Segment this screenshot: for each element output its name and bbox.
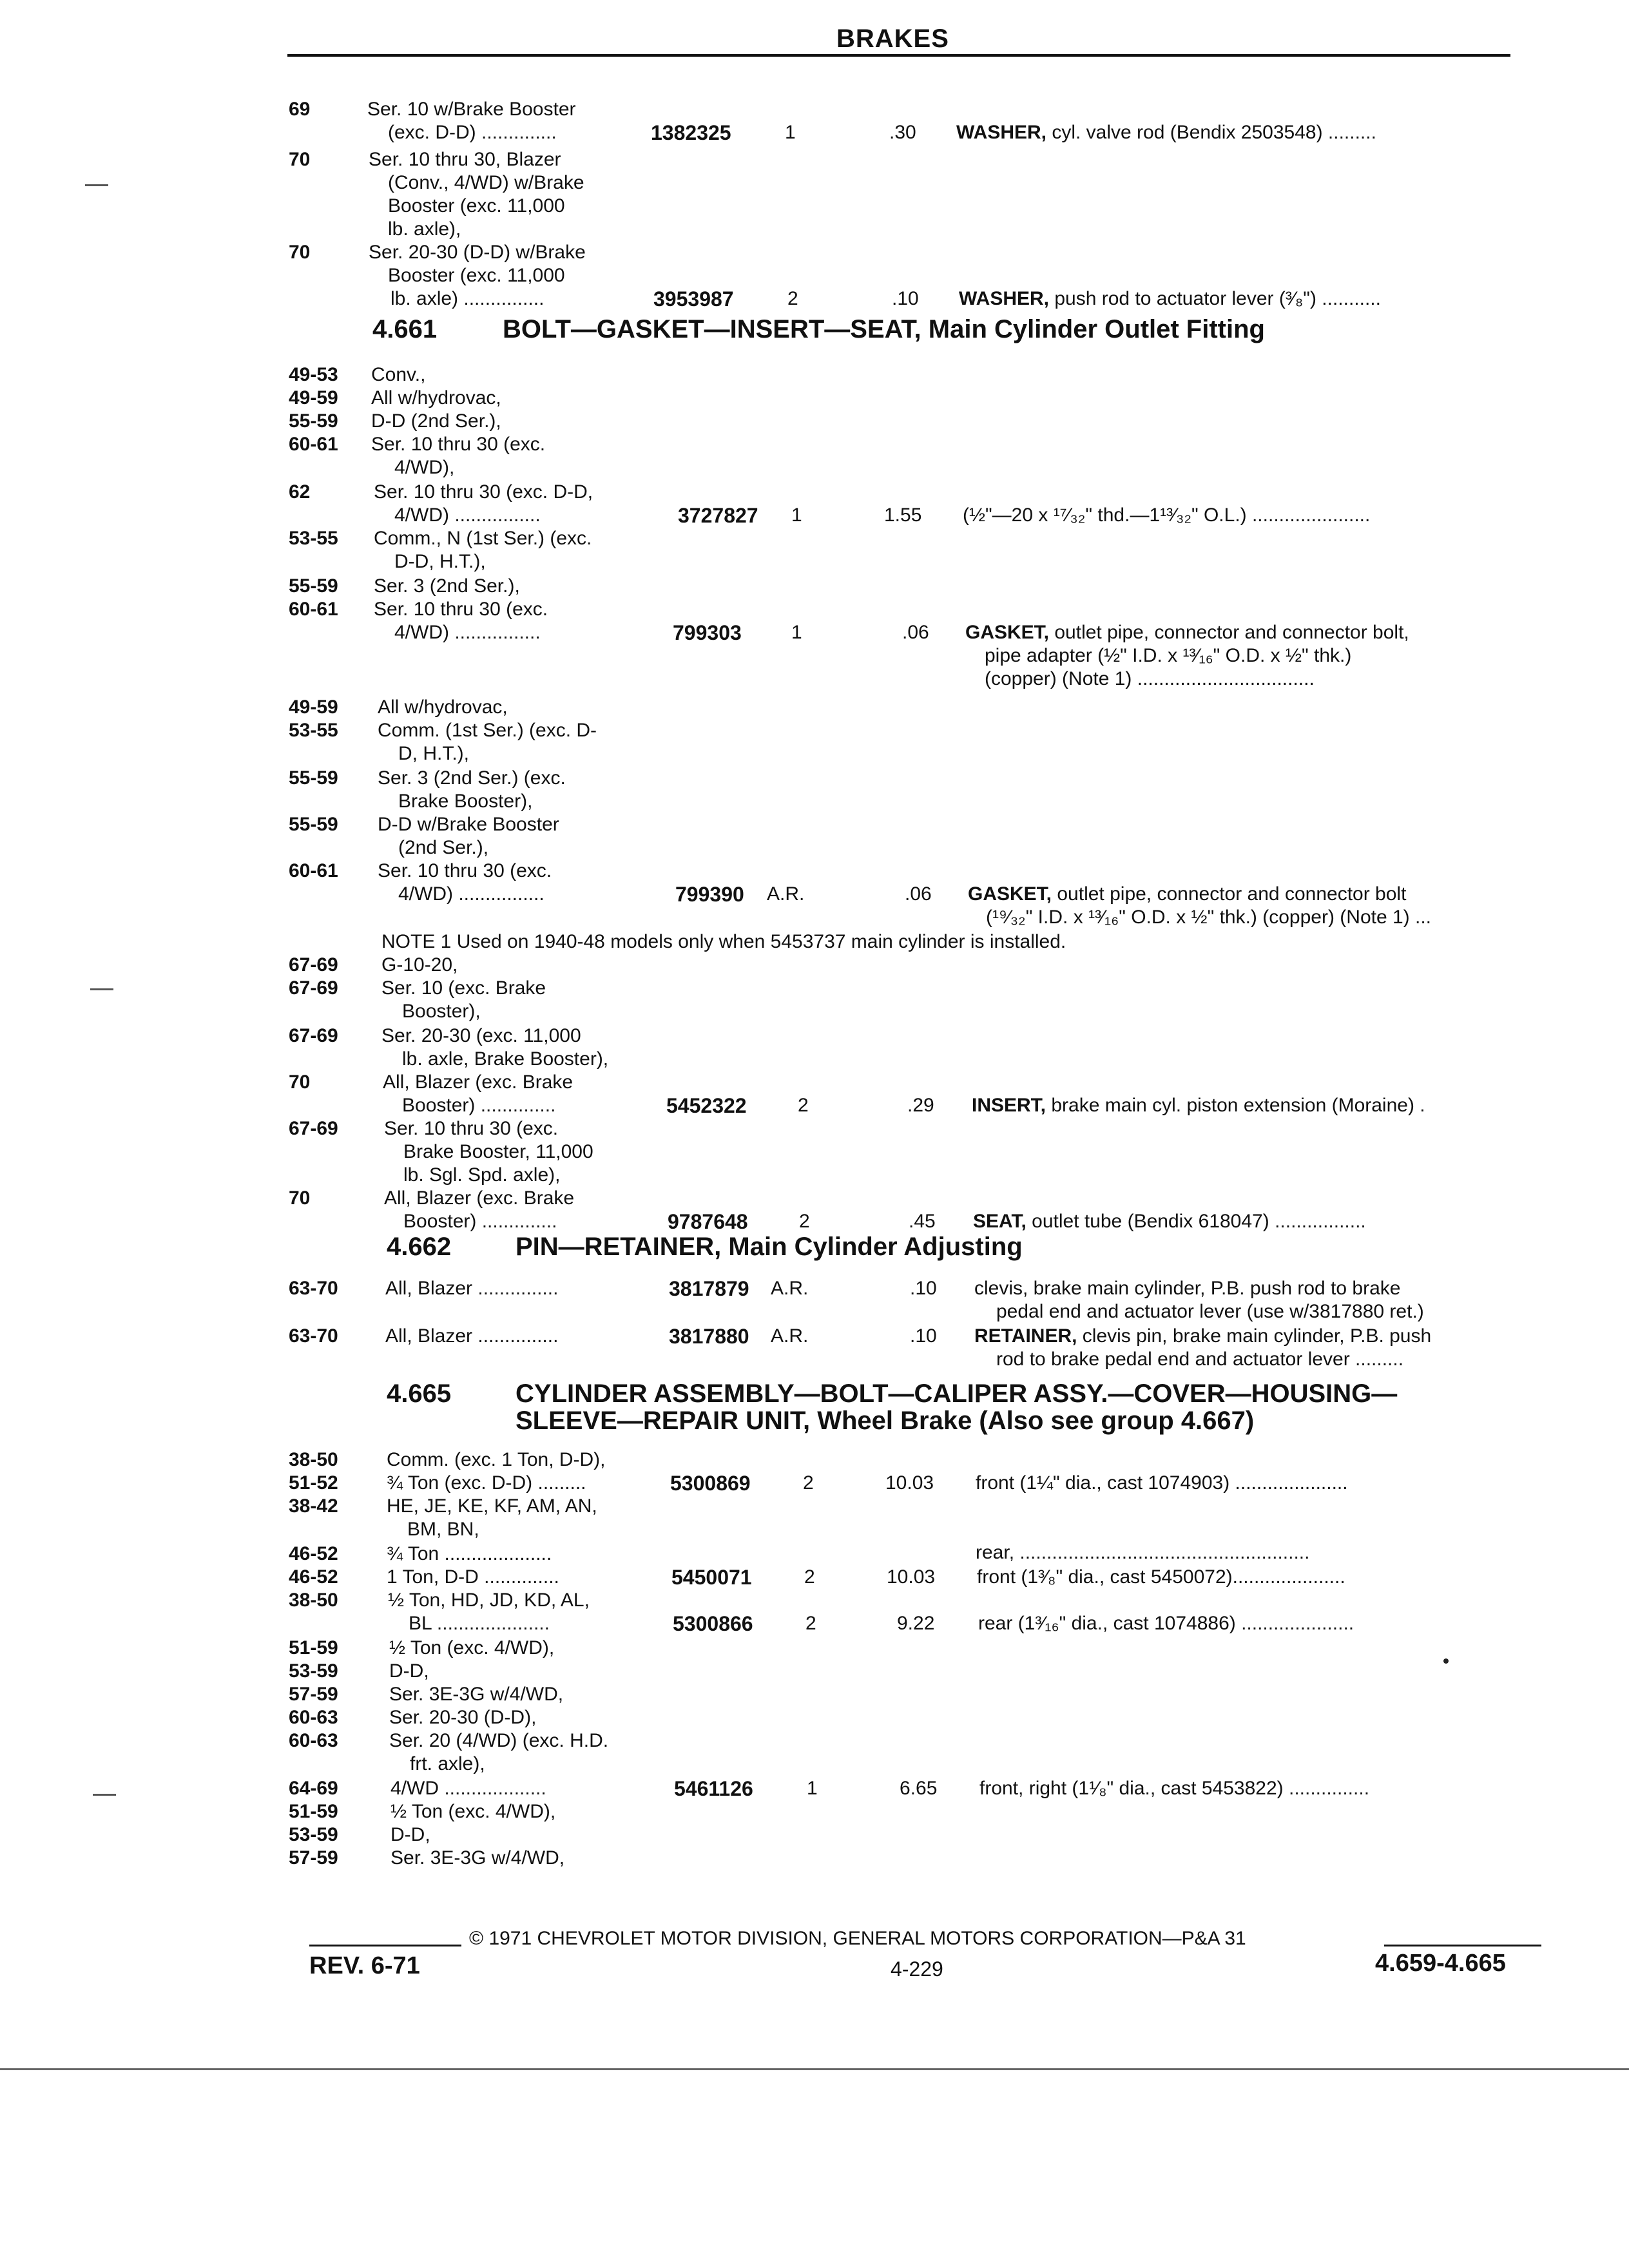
price: .30: [889, 122, 916, 143]
price: 10.03: [885, 1472, 934, 1494]
table-row: [0, 1495, 1629, 1518]
table-row: [0, 264, 1629, 287]
margin-mark: [93, 1794, 116, 1796]
application: BM, BN,: [407, 1519, 479, 1540]
part-number: 3953987: [653, 287, 734, 311]
group-title: CYLINDER ASSEMBLY—BOLT—CALIPER ASSY.—COVER—HOUSING—: [516, 1379, 1398, 1408]
group-title: PIN—RETAINER, Main Cylinder Adjusting: [516, 1233, 1023, 1261]
table-row: [0, 1094, 1629, 1117]
table-row: [0, 1277, 1629, 1300]
model-years: 67-69: [289, 1118, 338, 1139]
footer-copyright: © 1971 CHEVROLET MOTOR DIVISION, GENERAL MOTORS CORPORATION—P&A 31: [469, 1928, 1246, 1949]
model-years: 51-59: [289, 1801, 338, 1822]
table-row: [0, 387, 1629, 410]
application: All, Blazer ...............: [385, 1278, 559, 1299]
application: All, Blazer ...............: [385, 1325, 559, 1347]
price: 10.03: [887, 1566, 936, 1588]
application: D, H.T.),: [398, 743, 469, 764]
footer-page-number: 4-229: [891, 1957, 943, 1981]
group-title: BOLT—GASKET—INSERT—SEAT, Main Cylinder Outlet Fitting: [503, 315, 1265, 343]
price: .06: [902, 622, 929, 643]
table-row: [0, 363, 1629, 387]
part-name: INSERT,: [972, 1095, 1046, 1116]
model-years: 60-61: [289, 599, 338, 620]
table-row: [0, 241, 1629, 264]
table-row: [0, 767, 1629, 790]
table-row: [0, 433, 1629, 456]
model-years: 60-61: [289, 434, 338, 455]
application: D-D w/Brake Booster: [378, 814, 559, 835]
application: lb. axle, Brake Booster),: [402, 1048, 609, 1070]
table-row: [0, 598, 1629, 621]
model-years: 49-53: [289, 364, 338, 385]
quantity: A.R.: [771, 1325, 809, 1347]
application: lb. Sgl. Spd. axle),: [403, 1164, 561, 1186]
application: 4/WD),: [394, 457, 455, 478]
model-years: 49-59: [289, 387, 338, 408]
table-row: [0, 1024, 1629, 1048]
part-number: 799390: [675, 883, 744, 906]
model-years: 67-69: [289, 1025, 338, 1046]
section-heading: [0, 1232, 1629, 1262]
quantity: 1: [785, 122, 796, 143]
application: 4/WD ...................: [390, 1778, 546, 1799]
table-row: [0, 668, 1629, 691]
part-number: 5300866: [673, 1612, 753, 1635]
application: ½ Ton, HD, JD, KD, AL,: [388, 1590, 590, 1611]
model-years: 70: [289, 149, 311, 170]
description: rear (1³⁄₁₆" dia., cast 1074886) .....................: [978, 1613, 1354, 1634]
application: Booster (exc. 11,000: [388, 195, 565, 216]
model-years: 55-59: [289, 575, 338, 597]
table-row: [0, 719, 1629, 742]
application: Ser. 10 thru 30 (exc.: [371, 434, 546, 455]
model-years: 53-55: [289, 720, 338, 741]
model-years: 60-63: [289, 1707, 338, 1728]
model-years: 69: [289, 99, 311, 120]
table-row: [0, 481, 1629, 504]
application: Comm., N (1st Ser.) (exc.: [374, 528, 592, 549]
scan-edge-rule: [0, 2068, 1629, 2070]
application: Ser. 10 thru 30 (exc.: [374, 599, 548, 620]
group-number: 4.661: [372, 315, 438, 343]
table-row: [0, 171, 1629, 195]
group-number: 4.665: [387, 1379, 452, 1408]
quantity: 2: [798, 1095, 809, 1116]
description: front, right (1¹⁄₈" dia., cast 5453822) ...............: [979, 1778, 1370, 1799]
application: ¾ Ton ....................: [387, 1543, 552, 1564]
model-years: 60-61: [289, 860, 338, 881]
application: Brake Booster),: [398, 791, 533, 812]
application: Booster) ..............: [403, 1211, 557, 1232]
application: Booster) ..............: [402, 1095, 556, 1116]
price: 6.65: [900, 1778, 938, 1799]
application: (Conv., 4/WD) w/Brake: [388, 172, 584, 193]
part-number: 799303: [673, 621, 742, 644]
model-years: 67-69: [289, 977, 338, 999]
application: Comm. (exc. 1 Ton, D-D),: [387, 1449, 606, 1470]
table-row: [0, 1683, 1629, 1706]
table-row: [0, 696, 1629, 719]
application: 1 Ton, D-D ..............: [387, 1566, 559, 1588]
quantity: 1: [807, 1778, 818, 1799]
description: RETAINER, clevis pin, brake main cylinder, P.B. push: [974, 1325, 1432, 1347]
application: ¾ Ton (exc. D-D) .........: [387, 1472, 586, 1494]
model-years: 38-50: [289, 1449, 338, 1470]
table-row: [0, 1325, 1629, 1348]
table-row: [0, 1472, 1629, 1495]
application: D-D (2nd Ser.),: [371, 410, 501, 432]
quantity: 2: [803, 1472, 814, 1494]
description: INSERT, brake main cyl. piston extension (Moraine) .: [972, 1095, 1425, 1116]
application: All, Blazer (exc. Brake: [384, 1187, 575, 1209]
description: pedal end and actuator lever (use w/3817880 ret.): [996, 1301, 1424, 1322]
stray-dot: [1443, 1658, 1449, 1664]
application: All w/hydrovac,: [371, 387, 501, 408]
application: G-10-20,: [381, 954, 458, 975]
part-number: 3727827: [678, 504, 758, 527]
application: 4/WD) ................: [394, 622, 541, 643]
part-name: SEAT,: [973, 1211, 1027, 1232]
part-name: GASKET,: [968, 883, 1052, 905]
application: Ser. 20 (4/WD) (exc. H.D.: [389, 1730, 609, 1751]
group-title: SLEEVE—REPAIR UNIT, Wheel Brake (Also see group 4.667): [516, 1407, 1255, 1435]
part-name: WASHER,: [956, 122, 1047, 143]
table-row: [0, 550, 1629, 573]
quantity: A.R.: [767, 883, 805, 905]
application: lb. axle),: [388, 218, 461, 240]
model-years: 67-69: [289, 954, 338, 975]
application: HE, JE, KE, KF, AM, AN,: [387, 1495, 597, 1517]
quantity: A.R.: [771, 1278, 809, 1299]
application: Ser. 20-30 (D-D),: [389, 1707, 537, 1728]
application: (exc. D-D) ..............: [388, 122, 557, 143]
description: front (1³⁄₈" dia., cast 5450072).....................: [977, 1566, 1345, 1588]
table-row: [0, 1566, 1629, 1589]
part-number: 5450071: [671, 1566, 752, 1589]
description: pipe adapter (½" I.D. x ¹³⁄₁₆" O.D. x ½" thk.): [985, 645, 1352, 666]
application: Comm. (1st Ser.) (exc. D-: [378, 720, 597, 741]
table-row: [0, 954, 1629, 977]
table-row: [0, 1612, 1629, 1635]
model-years: 53-59: [289, 1824, 338, 1845]
table-row: [0, 1800, 1629, 1823]
table-row: [0, 1048, 1629, 1071]
application: Conv.,: [371, 364, 426, 385]
footer-rule-right: [1384, 1945, 1541, 1946]
page-header-title: BRAKES: [836, 24, 949, 53]
table-row: [0, 148, 1629, 171]
application: D-D,: [389, 1660, 429, 1682]
application: Ser. 10 thru 30 (exc.: [384, 1118, 559, 1139]
part-number: 9787648: [668, 1210, 748, 1233]
table-row: [0, 1847, 1629, 1870]
margin-mark: [85, 184, 108, 186]
model-years: 57-59: [289, 1684, 338, 1705]
table-row: [0, 1518, 1629, 1541]
table-row: [0, 1448, 1629, 1472]
table-row: [0, 1753, 1629, 1776]
table-row: [0, 98, 1629, 121]
application: Ser. 20-30 (exc. 11,000: [381, 1025, 581, 1046]
part-number: 5461126: [674, 1777, 753, 1800]
table-row: [0, 456, 1629, 479]
table-row: [0, 1777, 1629, 1800]
model-years: 64-69: [289, 1778, 338, 1799]
table-row: [0, 1660, 1629, 1683]
table-row: [0, 1589, 1629, 1612]
description: SEAT, outlet tube (Bendix 618047) .................: [973, 1211, 1366, 1232]
part-number: 1382325: [651, 121, 731, 144]
table-row: [0, 790, 1629, 813]
footer-rule-left: [309, 1945, 461, 1946]
description: rod to brake pedal end and actuator lever .........: [996, 1349, 1404, 1370]
table-row: [0, 1164, 1629, 1187]
description: WASHER, cyl. valve rod (Bendix 2503548) .........: [956, 122, 1376, 143]
description: front (1¼" dia., cast 1074903) .....................: [976, 1472, 1348, 1494]
description: (½"—20 x ¹⁷⁄₃₂" thd.—1¹³⁄₃₂" O.L.) ......................: [963, 505, 1371, 526]
model-years: 51-59: [289, 1637, 338, 1658]
table-row: [0, 836, 1629, 860]
model-years: 62: [289, 481, 311, 503]
application: lb. axle) ...............: [390, 288, 545, 309]
model-years: 51-52: [289, 1472, 338, 1494]
application: (2nd Ser.),: [398, 837, 489, 858]
table-row: [0, 1542, 1629, 1566]
application: 4/WD) ................: [398, 883, 545, 905]
model-years: 46-52: [289, 1566, 338, 1588]
table-row: [0, 410, 1629, 433]
margin-mark: [90, 988, 113, 990]
part-number: 5300869: [670, 1472, 751, 1495]
application: Brake Booster, 11,000: [403, 1141, 593, 1162]
price: .45: [909, 1211, 936, 1232]
price: .10: [910, 1278, 937, 1299]
model-years: 38-42: [289, 1495, 338, 1517]
application: Ser. 10 thru 30 (exc. D-D,: [374, 481, 593, 503]
table-row: [0, 1187, 1629, 1210]
application: NOTE 1 Used on 1940-48 models only when 5453737 main cylinder is installed.: [381, 931, 1066, 952]
application: Ser. 10 w/Brake Booster: [367, 99, 576, 120]
description: GASKET, outlet pipe, connector and connector bolt: [968, 883, 1407, 905]
table-row: [0, 621, 1629, 644]
model-years: 70: [289, 1072, 311, 1093]
table-row: [0, 1000, 1629, 1023]
price: .10: [910, 1325, 937, 1347]
quantity: 1: [791, 622, 802, 643]
description: GASKET, outlet pipe, connector and connector bolt,: [965, 622, 1409, 643]
table-row: [0, 813, 1629, 836]
section-heading: [0, 1406, 1629, 1436]
part-name: RETAINER,: [974, 1325, 1077, 1347]
model-years: 60-63: [289, 1730, 338, 1751]
application: D-D, H.T.),: [394, 551, 486, 572]
description: WASHER, push rod to actuator lever (³⁄₈") ...........: [959, 288, 1381, 309]
application: Ser. 3E-3G w/4/WD,: [389, 1684, 564, 1705]
model-years: 55-59: [289, 410, 338, 432]
table-row: [0, 287, 1629, 311]
table-row: [0, 1706, 1629, 1729]
application: All, Blazer (exc. Brake: [383, 1072, 574, 1093]
section-heading: [0, 1379, 1629, 1408]
application: Ser. 10 thru 30, Blazer: [369, 149, 561, 170]
description: rear, ......................................................: [976, 1542, 1310, 1563]
table-row: [0, 1300, 1629, 1323]
application: Ser. 10 thru 30 (exc.: [378, 860, 552, 881]
table-row: [0, 860, 1629, 883]
model-years: 57-59: [289, 1847, 338, 1869]
table-row: [0, 218, 1629, 241]
quantity: 2: [805, 1613, 816, 1634]
application: All w/hydrovac,: [378, 697, 508, 718]
model-years: 53-59: [289, 1660, 338, 1682]
group-number: 4.662: [387, 1233, 452, 1261]
table-row: [0, 1823, 1629, 1847]
price: .10: [892, 288, 919, 309]
table-row: [0, 1729, 1629, 1753]
model-years: 70: [289, 1187, 311, 1209]
table-row: [0, 1637, 1629, 1660]
model-years: 38-50: [289, 1590, 338, 1611]
application: 4/WD) ................: [394, 505, 541, 526]
model-years: 55-59: [289, 814, 338, 835]
price: 9.22: [897, 1613, 935, 1634]
table-row: [0, 883, 1629, 906]
application: BL .....................: [409, 1613, 550, 1634]
table-row: [0, 121, 1629, 144]
application: Ser. 3E-3G w/4/WD,: [390, 1847, 565, 1869]
application: Booster (exc. 11,000: [388, 265, 565, 286]
price: .06: [905, 883, 932, 905]
quantity: 2: [804, 1566, 815, 1588]
table-row: [0, 1071, 1629, 1094]
model-years: 63-70: [289, 1278, 338, 1299]
model-years: 55-59: [289, 767, 338, 789]
description: clevis, brake main cylinder, P.B. push rod to brake: [974, 1278, 1401, 1299]
application: Booster),: [402, 1001, 481, 1022]
table-row: [0, 1348, 1629, 1371]
footer-revision: REV. 6-71: [309, 1952, 420, 1979]
application: D-D,: [390, 1824, 430, 1845]
table-row: [0, 1210, 1629, 1233]
application: ½ Ton (exc. 4/WD),: [390, 1801, 556, 1822]
model-years: 63-70: [289, 1325, 338, 1347]
description: (¹⁹⁄₃₂" I.D. x ¹³⁄₁₆" O.D. x ½" thk.) (copper) (Note 1) ...: [986, 907, 1431, 928]
section-heading: [0, 314, 1629, 344]
table-row: [0, 906, 1629, 929]
description: (copper) (Note 1) .................................: [985, 668, 1315, 689]
table-row: [0, 195, 1629, 218]
table-row: [0, 504, 1629, 527]
application: Ser. 20-30 (D-D) w/Brake: [369, 242, 586, 263]
application: frt. axle),: [410, 1753, 485, 1774]
application: Ser. 10 (exc. Brake: [381, 977, 546, 999]
part-number: 5452322: [666, 1094, 747, 1117]
quantity: 2: [799, 1211, 810, 1232]
part-name: WASHER,: [959, 288, 1050, 309]
table-row: [0, 1117, 1629, 1140]
part-name: GASKET,: [965, 622, 1050, 643]
model-years: 46-52: [289, 1543, 338, 1564]
table-row: [0, 644, 1629, 668]
table-row: [0, 575, 1629, 598]
application: Ser. 3 (2nd Ser.) (exc.: [378, 767, 566, 789]
price: 1.55: [884, 505, 922, 526]
table-row: [0, 977, 1629, 1000]
footer-group-range: 4.659-4.665: [1375, 1950, 1506, 1977]
model-years: 49-59: [289, 697, 338, 718]
quantity: 2: [787, 288, 798, 309]
price: .29: [907, 1095, 934, 1116]
table-row: [0, 527, 1629, 550]
table-row: [0, 1140, 1629, 1164]
table-row: [0, 742, 1629, 765]
header-rule: [287, 54, 1510, 57]
application: Ser. 3 (2nd Ser.),: [374, 575, 520, 597]
quantity: 1: [791, 505, 802, 526]
part-number: 3817879: [669, 1277, 749, 1300]
model-years: 53-55: [289, 528, 338, 549]
part-number: 3817880: [669, 1325, 749, 1348]
table-row: [0, 930, 1629, 954]
application: ½ Ton (exc. 4/WD),: [389, 1637, 555, 1658]
model-years: 70: [289, 242, 311, 263]
